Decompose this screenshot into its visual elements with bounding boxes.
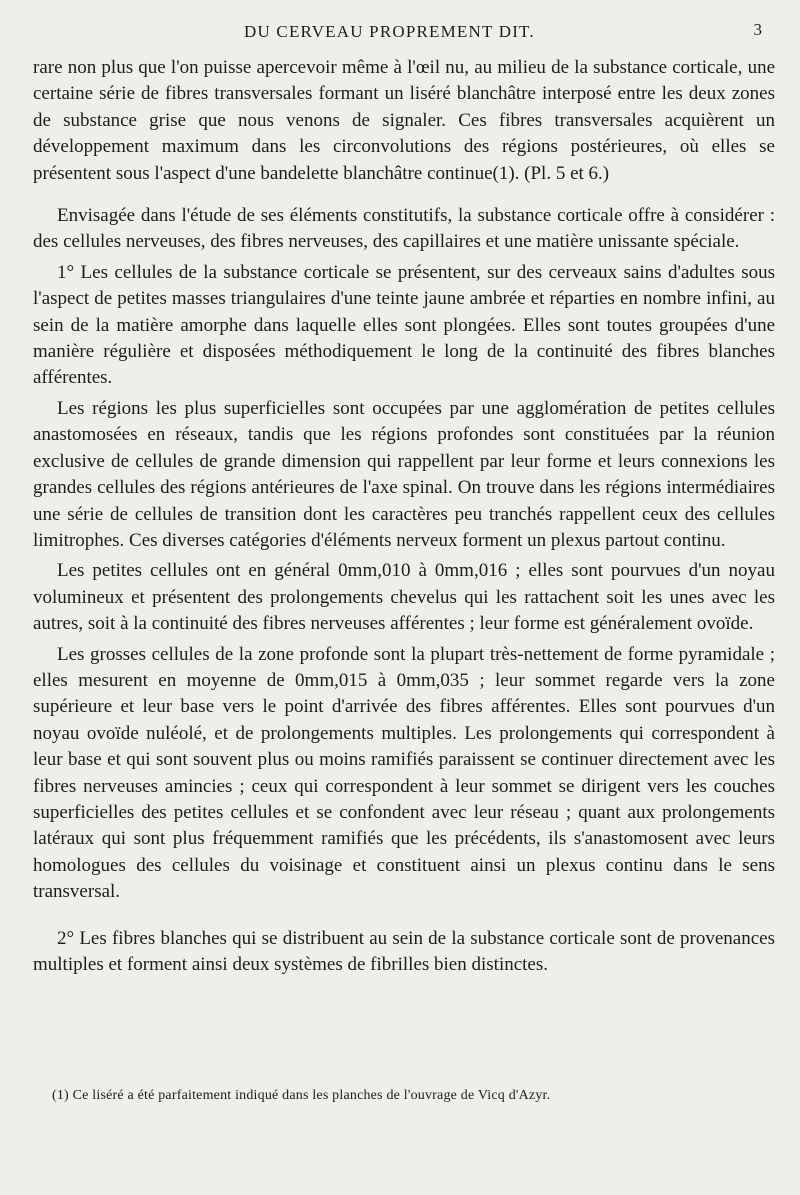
running-head: [0, 22, 800, 46]
footnote: (1) Ce liséré a été parfaitement indiqué dans les planches de l'ouvrage de Vicq d'Azyr.: [52, 1088, 551, 1103]
paragraph-3: 1° Les cellules de la substance corticale se présentent, sur des cerveaux sains d'adultes sous l'aspect de petites masses triangulaires d'une teinte jaune ambrée et réparties en nombre infini, au sein de la matière amorphe dans laquelle elles sont plongées. Elles sont toutes groupées d'une manière régulière et disposées méthodiquement le long de la continuité des fibres blanches afférentes.: [33, 261, 775, 389]
paragraph-6: Les grosses cellules de la zone profonde sont la plupart très-nettement de forme pyramidale ; elles mesurent en moyenne de 0mm,015 à 0mm,035 ; leur sommet regarde vers la zone supérieure et leur base vers le point d'arrivée des fibres afférentes. Elles sont pourvues d'un noyau ovoïde nuléolé, et de prolongements multiples. Les prolongements qui correspondent à leur base et qui sont souvent plus ou moins ramifiés paraissent se continuer directement avec les fibres nerveuses amincies ; ceux qui correspondent à leur sommet se dirigent vers les couches superficielles des petites cellules et se confondent avec leur réseau ; quant aux prolongements latéraux qui sont plus fréquemment ramifiés que les précédents, ils s'anastomosent avec leurs homologues des cellules du voisinage et constituent ainsi un plexus continu dans le sens transversal.: [33, 643, 775, 903]
body-text: [33, 55, 775, 978]
page-number: 3: [753, 20, 762, 39]
paragraph-4: Les régions les plus superficielles sont occupées par une agglomération de petites cellules anastomosées en réseaux, tandis que les régions profondes sont constituées par la réunion exclusive de cellules de grande dimension qui rappellent par leur forme et leurs connexions les grandes cellules des régions antérieures de l'axe spinal. On trouve dans les régions intermédiaires une série de cellules de transition dont les caractères peu tranchés rappellent ceux des cellules limitrophes. Ces diverses catégories d'éléments nerveux forment un plexus partout continu.: [33, 397, 775, 551]
running-title: DU CERVEAU PROPREMENT DIT.: [244, 22, 535, 41]
paragraph-2: Envisagée dans l'étude de ses éléments constitutifs, la substance corticale offre à considérer : des cellules nerveuses, des fibres nerveuses, des capillaires et une matière unissante spéciale.: [33, 205, 775, 253]
paragraph-7: 2° Les fibres blanches qui se distribuent au sein de la substance corticale sont de provenances multiples et forment ainsi deux systèmes de fibrilles bien distinctes.: [33, 927, 775, 975]
paragraph-5: Les petites cellules ont en général 0mm,010 à 0mm,016 ; elles sont pourvues d'un noyau volumineux et présentent des prolongements chevelus qui les rattachent soit les unes avec les autres, soit à la continuité des fibres nerveuses afférentes ; leur forme est généralement ovoïde.: [33, 560, 775, 635]
paragraph-1: rare non plus que l'on puisse apercevoir même à l'œil nu, au milieu de la substance corticale, une certaine série de fibres transversales formant un liséré blanchâtre interposé entre les deux zones de substance grise que nous venons de signaler. Ces fibres transversales acquièrent un développement maximum dans les circonvolutions des régions postérieures, où elles se présentent sous l'aspect d'une bandelette blanchâtre continue(1). (Pl. 5 et 6.): [33, 57, 775, 184]
